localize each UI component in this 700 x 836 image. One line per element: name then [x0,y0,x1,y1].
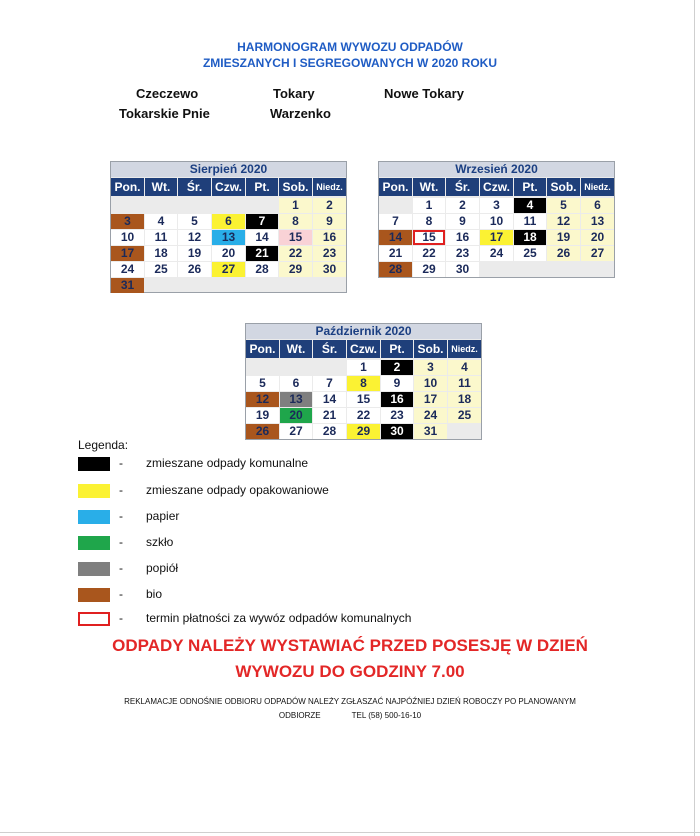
calendar-day: 1 [347,360,380,375]
calendar-day: 6 [212,214,245,229]
calendar-day: 13 [212,230,245,245]
calendar-day: 29 [413,262,445,277]
calendar-day: 17 [111,246,144,261]
calendar-day: 17 [480,230,513,245]
legend-dash: - [119,456,123,470]
legend-swatch-glass [78,536,110,550]
calendar-day: 2 [313,198,346,213]
weekday-header: Sob. [547,178,580,196]
calendar-day: 21 [313,408,346,423]
weekday-header: Czw. [347,340,380,358]
calendar-day: 24 [414,408,447,423]
calendar-day: 26 [547,246,580,261]
calendar-day: 2 [381,360,413,375]
calendar-day: 12 [246,392,279,407]
calendar-day: 31 [111,278,144,293]
calendar-title: Sierpień 2020 [111,162,346,177]
calendar-wrzesien [378,161,615,278]
weekday-header: Czw. [480,178,513,196]
calendar-title: Wrzesień 2020 [379,162,614,177]
calendar-day: 24 [111,262,144,277]
notice-line1: ODPADY NALEŻY WYSTAWIAĆ PRZED POSESJĘ W DZIEŃ [112,636,588,655]
calendar-day: 22 [347,408,380,423]
legend-swatch-bio [78,588,110,602]
calendar-day: 5 [246,376,279,391]
calendar-day: 20 [212,246,245,261]
calendar-day: 5 [178,214,211,229]
calendar-day: 16 [313,230,346,245]
calendar-day: 28 [246,262,278,277]
weekday-header: Wt. [145,178,177,196]
calendar-day: 9 [446,214,479,229]
calendar-day: 12 [547,214,580,229]
weekday-header: Śr. [313,340,346,358]
calendar-sierpien [110,161,347,293]
weekday-header: Pon. [379,178,412,196]
calendar-day: 11 [448,376,481,391]
calendar-day: 5 [547,198,580,213]
legend-label-bio: bio [146,587,163,601]
calendar-day: 16 [446,230,479,245]
legend-dash: - [119,561,123,575]
calendar-day: 27 [280,424,312,439]
weekday-header: Śr. [178,178,211,196]
calendar-day: 20 [280,408,312,423]
weekday-header: Sob. [279,178,312,196]
legend-swatch-packaging [78,484,110,498]
calendar-day: 24 [480,246,513,261]
calendar-day: 1 [413,198,445,213]
calendar-day: 15 [279,230,312,245]
calendar-day: 10 [111,230,144,245]
legend-dash: - [119,483,123,497]
legend-dash: - [119,535,123,549]
calendar-day: 30 [446,262,479,277]
calendar-day: 25 [514,246,546,261]
calendar-day: 7 [379,214,412,229]
locality-nowe-tokary: Nowe Tokary [384,86,464,101]
weekday-header: Niedz. [581,178,614,196]
calendar-day: 30 [313,262,346,277]
calendar-day: 9 [381,376,413,391]
calendar-day: 9 [313,214,346,229]
locality-warzenko: Warzenko [270,106,331,121]
calendar-day: 27 [581,246,614,261]
calendar-day: 7 [246,214,278,229]
calendar-day: 29 [347,424,380,439]
weekday-header: Pt. [381,340,413,358]
document-title-line2: ZMIESZANYCH I SEGREGOWANYCH W 2020 ROKU [202,56,498,70]
calendar-day: 19 [547,230,580,245]
calendar-day: 10 [480,214,513,229]
calendar-day: 21 [379,246,412,261]
calendar-day: 8 [279,214,312,229]
calendar-day: 3 [111,214,144,229]
weekday-header: Pt. [514,178,546,196]
legend-label-packaging: zmieszane odpady opakowaniowe [146,483,329,497]
calendar-day: 19 [178,246,211,261]
legend-label-ash: popiół [146,561,179,575]
footer-line2: ODBIORZE TEL (58) 500-16-10 [278,711,422,720]
legend-label-mixed: zmieszane odpady komunalne [146,456,309,470]
calendar-day: 21 [246,246,278,261]
calendar-day: 3 [480,198,513,213]
legend-dash: - [119,509,123,523]
calendar-day: 29 [279,262,312,277]
calendar-day: 28 [313,424,346,439]
calendar-day: 3 [414,360,447,375]
calendar-day: 22 [279,246,312,261]
calendar-day: 19 [246,408,279,423]
calendar-day: 18 [145,246,177,261]
footer-line1: REKLAMACJE ODNOŚNIE ODBIORU ODPADÓW NALEŻY ZGŁASZAĆ NAJPÓŹNIEJ DZIEŃ ROBOCZY PO PLANOWANYM [124,697,576,706]
calendar-day: 11 [514,214,546,229]
weekday-header: Czw. [212,178,245,196]
calendar-day: 25 [448,408,481,423]
calendar-day: 23 [381,408,413,423]
weekday-header: Pon. [111,178,144,196]
weekday-header: Sob. [414,340,447,358]
calendar-day: 11 [145,230,177,245]
calendar-day: 4 [448,360,481,375]
calendar-day: 2 [446,198,479,213]
calendar-day: 14 [379,230,412,245]
calendar-day: 16 [381,392,413,407]
document-title-line1: HARMONOGRAM WYWOZU ODPADÓW [237,40,463,54]
calendar-day: 18 [514,230,546,245]
calendar-day: 23 [446,246,479,261]
calendar-day: 14 [313,392,346,407]
calendar-day: 15 [347,392,380,407]
calendar-day: 6 [280,376,312,391]
locality-tokarskie-pnie: Tokarskie Pnie [119,106,210,121]
calendar-day: 26 [246,424,279,439]
calendar-day: 20 [581,230,614,245]
calendar-day: 17 [414,392,447,407]
legend-swatch-payment [78,612,110,626]
notice-line2: WYWOZU DO GODZINY 7.00 [235,662,465,681]
calendar-day: 13 [280,392,312,407]
legend-dash: - [119,587,123,601]
calendar-day: 30 [381,424,413,439]
weekday-header: Niedz. [313,178,346,196]
calendar-day: 23 [313,246,346,261]
calendar-day: 13 [581,214,614,229]
calendar-day: 10 [414,376,447,391]
calendar-day: 31 [414,424,447,439]
legend-swatch-ash [78,562,110,576]
legend-label-glass: szkło [146,535,174,549]
calendar-day: 7 [313,376,346,391]
calendar-day: 14 [246,230,278,245]
weekday-header: Niedz. [448,340,481,358]
weekday-header: Śr. [446,178,479,196]
calendar-day: 25 [145,262,177,277]
page-edge-bottom [0,832,700,833]
legend-label-paper: papier [146,509,180,523]
calendar-day: 4 [514,198,546,213]
weekday-header: Pt. [246,178,278,196]
weekday-header: Wt. [413,178,445,196]
calendar-day: 4 [145,214,177,229]
legend-label-payment: termin płatności za wywóz odpadów komunalnych [146,611,412,625]
legend-swatch-mixed [78,457,110,471]
calendar-title: Październik 2020 [246,324,481,339]
legend-swatch-paper [78,510,110,524]
calendar-day: 27 [212,262,245,277]
legend-title: Legenda: [78,438,129,452]
calendar-day: 8 [413,214,445,229]
calendar-day: 1 [279,198,312,213]
calendar-day: 18 [448,392,481,407]
calendar-day: 22 [413,246,445,261]
calendar-day: 12 [178,230,211,245]
calendar-pazdziernik [245,323,482,440]
calendar-day: 28 [379,262,412,277]
locality-tokary: Tokary [273,86,315,101]
calendar-day: 8 [347,376,380,391]
weekday-header: Pon. [246,340,279,358]
locality-czeczewo: Czeczewo [136,86,199,101]
weekday-header: Wt. [280,340,312,358]
calendar-day: 15 [413,230,445,245]
calendar-day: 6 [581,198,614,213]
legend-dash: - [119,611,123,625]
calendar-day: 26 [178,262,211,277]
